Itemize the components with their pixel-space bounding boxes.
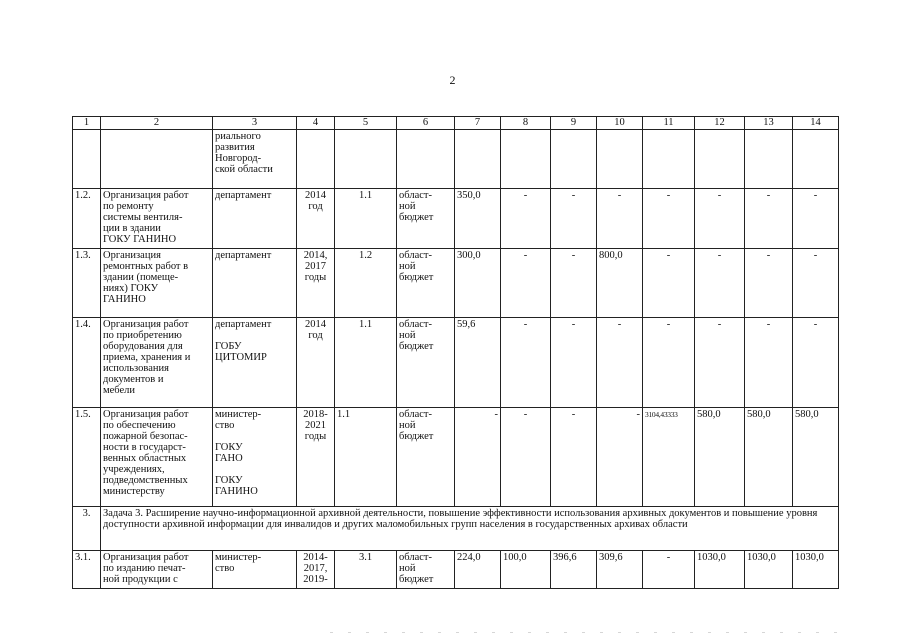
value-cell: -: [643, 189, 695, 249]
value-cell: 396,6: [551, 551, 597, 589]
row-number: 1.3.: [73, 249, 101, 318]
value-cell: 1030,0: [793, 551, 839, 589]
column-header: 2: [101, 117, 213, 130]
row-number: 3.1.: [73, 551, 101, 589]
source-cell: област- ной бюджет: [397, 249, 455, 318]
row-number: 1.4.: [73, 318, 101, 408]
value-cell: -: [501, 189, 551, 249]
value-cell: -: [745, 318, 793, 408]
column-number-row: [73, 117, 839, 130]
table-row: [73, 408, 839, 507]
indicator-cell: 1.1: [335, 408, 397, 507]
task-number: 3.: [73, 507, 101, 551]
activity-name: Организация ремонтных работ в здании (помеще- ниях) ГОКУ ГАНИНО: [101, 249, 213, 318]
executor-cell: департамент: [213, 189, 297, 249]
value-cell: 580,0: [695, 408, 745, 507]
column-header: 9: [551, 117, 597, 130]
indicator-cell: 3.1: [335, 551, 397, 589]
value-cell: -: [551, 408, 597, 507]
page-number: 2: [449, 73, 456, 87]
value-cell: 580,0: [793, 408, 839, 507]
source-cell: област- ной бюджет: [397, 551, 455, 589]
column-header: 4: [297, 117, 335, 130]
executor-cell: департамент ГОБУ ЦИТОМИР: [213, 318, 297, 408]
value-cell: -: [695, 249, 745, 318]
value-cell: 300,0: [455, 249, 501, 318]
column-header: 7: [455, 117, 501, 130]
value-cell: -: [501, 249, 551, 318]
value-cell: -: [597, 408, 643, 507]
value-cell: -: [551, 318, 597, 408]
row-number: 1.5.: [73, 408, 101, 507]
column-header: 6: [397, 117, 455, 130]
column-header: 11: [643, 117, 695, 130]
table-row: [73, 551, 839, 589]
activity-name: Организация работ по изданию печат- ной продукции с: [101, 551, 213, 589]
task-description: Задача 3. Расширение научно-информационной архивной деятельности, повышение эффективности использования архивных документов и повышение уровня доступности архивной информации для инвалидов и других маломобильных групп населения в государственных архивах области: [101, 507, 839, 551]
table-row: [73, 318, 839, 408]
value-cell: -: [793, 189, 839, 249]
term-cell: 2014, 2017 годы: [297, 249, 335, 318]
value-cell: -: [551, 189, 597, 249]
indicator-cell: 1.1: [335, 318, 397, 408]
value-cell: 309,6: [597, 551, 643, 589]
value-cell: -: [597, 189, 643, 249]
column-header: 8: [501, 117, 551, 130]
source-cell: област- ной бюджет: [397, 408, 455, 507]
column-header: 13: [745, 117, 793, 130]
value-cell: 580,0: [745, 408, 793, 507]
value-cell: -: [455, 408, 501, 507]
executor-cell: риального развития Новгород- ской области: [213, 130, 297, 189]
activity-name: Организация работ по ремонту системы вентиля- ции в здании ГОКУ ГАНИНО: [101, 189, 213, 249]
activity-name: Организация работ по обеспечению пожарной безопас- ности в государст- венных областных учреждениях, подведомственных министерству: [101, 408, 213, 507]
indicator-cell: 1.1: [335, 189, 397, 249]
value-cell: 1030,0: [695, 551, 745, 589]
column-header: 14: [793, 117, 839, 130]
table-row: [73, 249, 839, 318]
value-cell: 350,0: [455, 189, 501, 249]
term-cell: 2014 год: [297, 189, 335, 249]
value-cell: -: [597, 318, 643, 408]
source-cell: област- ной бюджет: [397, 318, 455, 408]
value-cell: -: [643, 551, 695, 589]
task-row: [73, 507, 839, 551]
scan-artifact: [330, 632, 850, 633]
source-cell: област- ной бюджет: [397, 189, 455, 249]
column-header: 1: [73, 117, 101, 130]
value-cell: 800,0: [597, 249, 643, 318]
table-row: [73, 189, 839, 249]
value-cell: -: [501, 318, 551, 408]
row-number: 1.2.: [73, 189, 101, 249]
indicator-cell: 1.2: [335, 249, 397, 318]
column-header: 10: [597, 117, 643, 130]
value-cell: -: [643, 318, 695, 408]
term-cell: 2014 год: [297, 318, 335, 408]
executor-cell: департамент: [213, 249, 297, 318]
term-cell: 2018- 2021 годы: [297, 408, 335, 507]
value-cell: -: [551, 249, 597, 318]
column-header: 12: [695, 117, 745, 130]
column-header: 3: [213, 117, 297, 130]
value-cell: 1030,0: [745, 551, 793, 589]
value-cell: -: [793, 318, 839, 408]
value-cell: -: [501, 408, 551, 507]
executor-cell: министер- ство: [213, 551, 297, 589]
value-cell: 59,6: [455, 318, 501, 408]
value-cell: -: [745, 249, 793, 318]
value-cell: -: [643, 249, 695, 318]
value-cell: 3104,43333: [643, 408, 695, 507]
table-row-continuation: [73, 130, 839, 189]
value-cell: -: [695, 189, 745, 249]
value-cell: -: [695, 318, 745, 408]
value-cell: -: [793, 249, 839, 318]
value-cell: 224,0: [455, 551, 501, 589]
term-cell: 2014- 2017, 2019-: [297, 551, 335, 589]
column-header: 5: [335, 117, 397, 130]
activity-name: Организация работ по приобретению оборудования для приема, хранения и использования документов и мебели: [101, 318, 213, 408]
executor-cell: министер- ство ГОКУ ГАНО ГОКУ ГАНИНО: [213, 408, 297, 507]
value-cell: 100,0: [501, 551, 551, 589]
value-cell: -: [745, 189, 793, 249]
budget-table: [72, 116, 839, 589]
